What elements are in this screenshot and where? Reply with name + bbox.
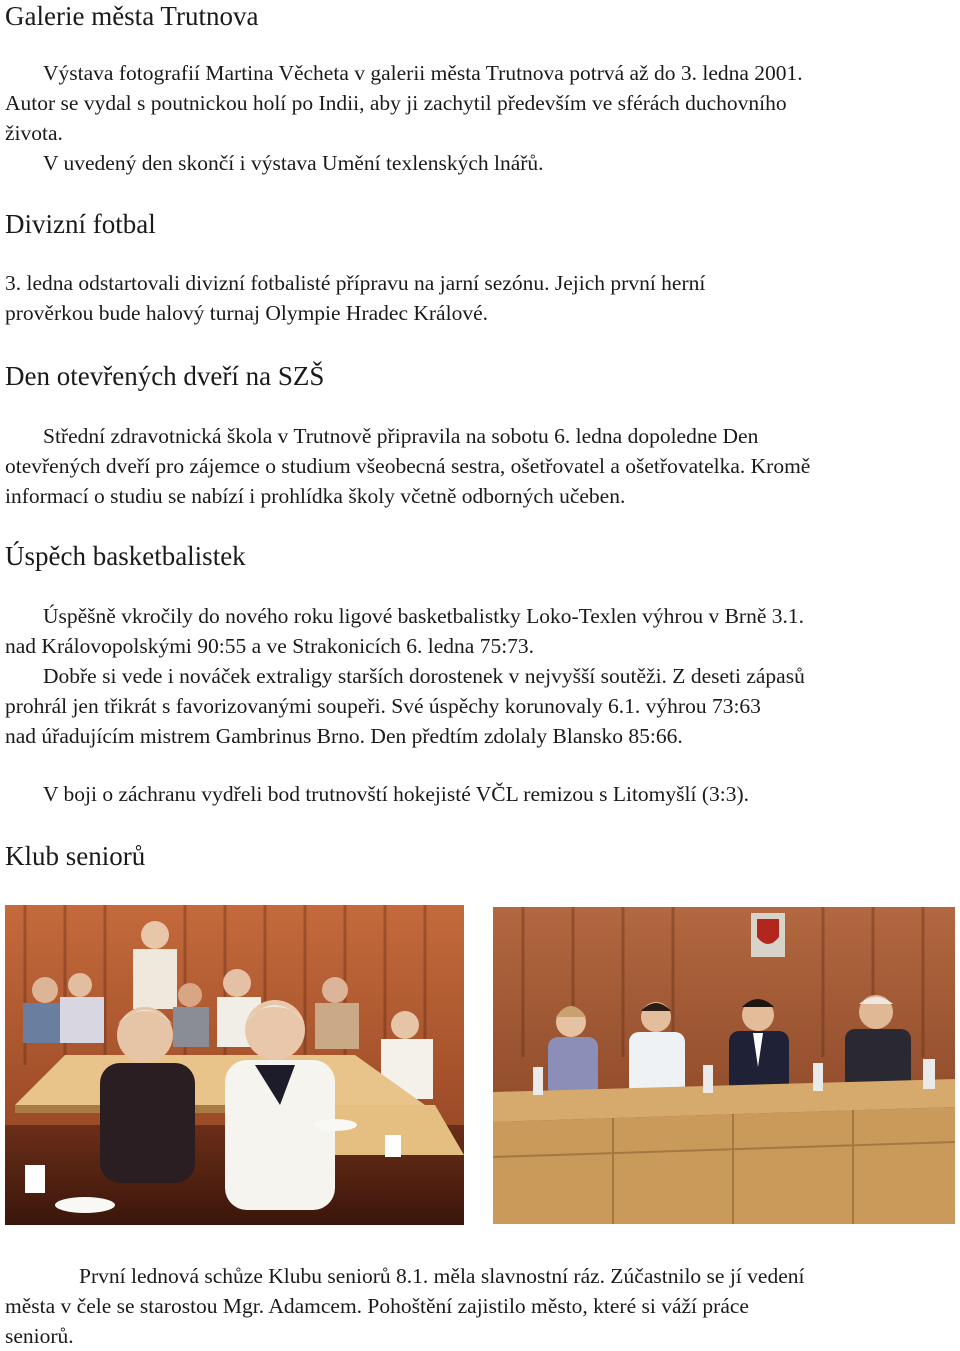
text-line: V uvedený den skončí i výstava Umění texlenských lnářů. <box>43 151 544 175</box>
text-line: Úspěšně vkročily do nového roku ligové basketbalistky Loko-Texlen výhrou v Brně 3.1. <box>43 604 805 628</box>
text-line: 3. ledna odstartovali divizní fotbalisté přípravu na jarní sezónu. Jejich první herní <box>5 271 706 295</box>
text-line: prověrkou bude halový turnaj Olympie Hradec Králové. <box>5 301 488 325</box>
paragraph-fotbal <box>5 268 955 328</box>
text-line: města v čele se starostou Mgr. Adamcem. Pohoštění zajistilo město, které si váží práce <box>5 1294 749 1318</box>
text-line: V boji o záchranu vydřeli bod trutnovští hokejisté VČL remizou s Litomyšlí (3:3). <box>43 782 750 806</box>
heading-szs: Den otevřených dveří na SZŠ <box>5 361 325 391</box>
photo-seniors-tables <box>5 905 464 1225</box>
heading-fotbal: Divizní fotbal <box>5 209 156 239</box>
photo-head-table <box>493 907 955 1224</box>
text-line: Výstava fotografií Martina Věcheta v galerii města Trutnova potrvá až do 3. ledna 2001. <box>43 61 803 85</box>
text-line: Střední zdravotnická škola v Trutnově připravila na sobotu 6. ledna dopoledne Den <box>43 424 759 448</box>
paragraph-szs <box>5 421 955 511</box>
text-line: První lednová schůze Klubu seniorů 8.1. měla slavnostní ráz. Zúčastnilo se jí vedení <box>79 1264 805 1288</box>
paragraph-galerie <box>5 58 955 178</box>
text-line: seniorů. <box>5 1324 74 1348</box>
heading-basket: Úspěch basketbalistek <box>5 541 246 571</box>
caption-senior <box>5 1261 955 1351</box>
paragraph-basket <box>5 601 955 751</box>
text-line: otevřených dveří pro zájemce o studium všeobecná sestra, ošetřovatel a ošetřovatelka. Kromě <box>5 454 811 478</box>
text-line: Dobře si vede i nováček extraligy starších dorostenek v nejvyšší soutěži. Z deseti zápasů <box>43 664 805 688</box>
text-line: nad úřadujícím mistrem Gambrinus Brno. Den předtím zdolaly Blansko 85:66. <box>5 724 683 748</box>
text-line: prohrál jen třikrát s favorizovanými soupeři. Své úspěchy korunovaly 6.1. výhrou 73:63 <box>5 694 761 718</box>
text-line: Autor se vydal s poutnickou holí po Indii, aby ji zachytil především ve sférách duchovního <box>5 91 787 115</box>
text-line: informací o studiu se nabízí i prohlídka školy včetně odborných učeben. <box>5 484 626 508</box>
text-line: života. <box>5 121 63 145</box>
text-line: nad Královopolskými 90:55 a ve Strakonicích 6. ledna 75:73. <box>5 634 535 658</box>
heading-senior: Klub seniorů <box>5 841 146 871</box>
paragraph-hokej <box>5 779 955 809</box>
heading-galerie: Galerie města Trutnova <box>5 1 259 31</box>
